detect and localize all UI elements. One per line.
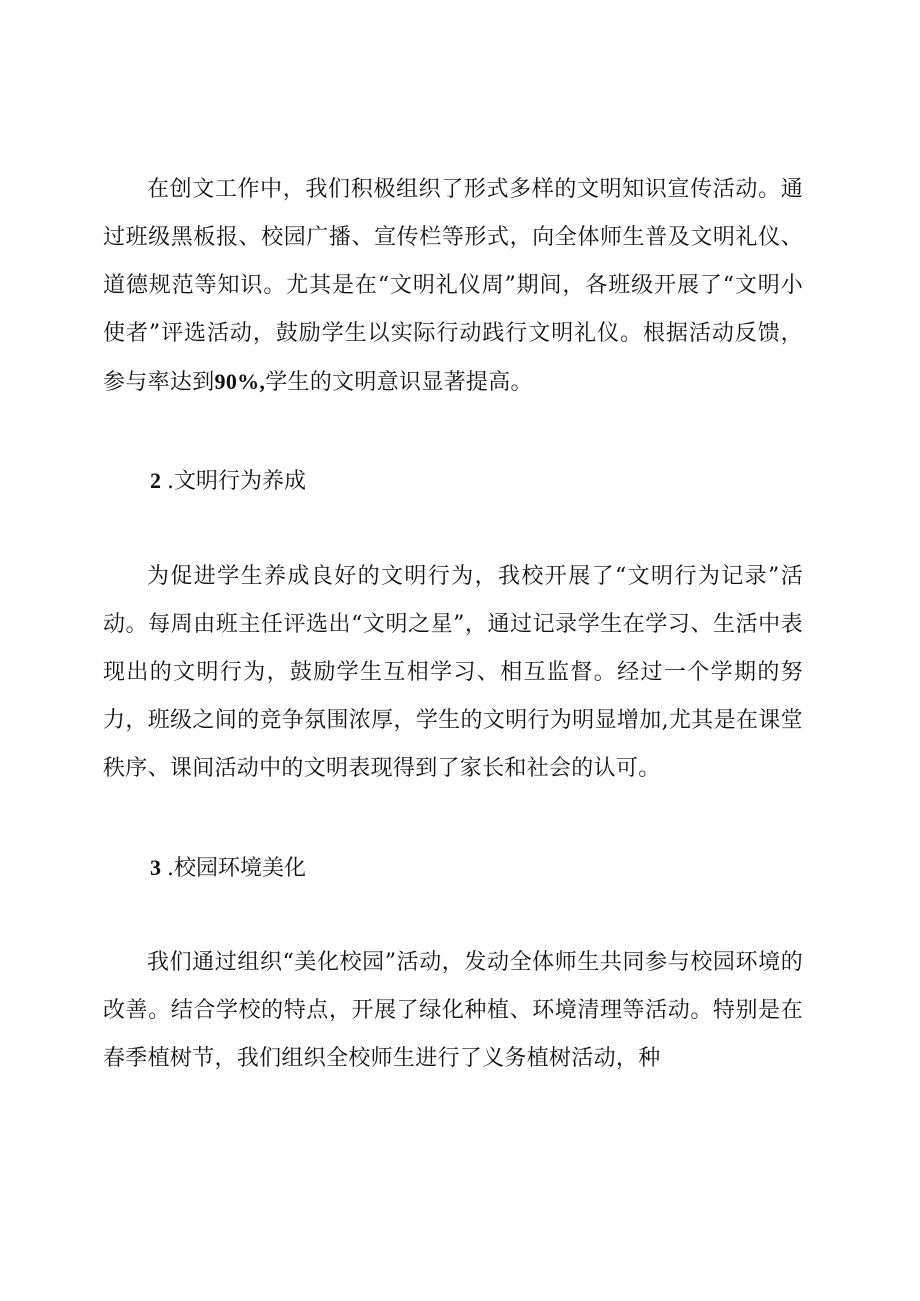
paragraph-publicity-tail: 学生的文明意识显著提高。 [265, 370, 533, 395]
section-title: .校园环境美化 [167, 856, 306, 881]
paragraph-behavior: 为促进学生养成良好的文明行为，我校开展了“文明行为记录”活动。每周由班主任评选出“文明之星”，通过记录学生在学习、生活中表现出的文明行为，鼓励学生互相学习、相互监督。经过一个学期的努力，班级之间的竞争氛围浓厚，学生的文明行为明显增加,尤其是在课堂秩序、课间活动中的文明表现得到了家长和社会的认可。 [103, 564, 803, 781]
section-title: .文明行为养成 [167, 469, 306, 494]
paragraph-environment: 我们通过组织“美化校园”活动，发动全体师生共同参与校园环境的改善。结合学校的特点，开展了绿化种植、环境清理等活动。特别是在春季植树节，我们组织全校师生进行了义务植树活动，种 [103, 950, 803, 1071]
section-number: 2 [150, 468, 161, 493]
paragraph-publicity-text: 在创文工作中，我们积极组织了形式多样的文明知识宣传活动。通过班级黑板报、校园广播、宣传栏等形式，向全体师生普及文明礼仪、道德规范等知识。尤其是在“文明礼仪周”期间，各班级开展了“文明小使者”评选活动，鼓励学生以实际行动践行文明礼仪。根据活动反馈，参与率达到 [103, 177, 803, 395]
section-number: 3 [150, 855, 161, 880]
paragraph-publicity [103, 166, 803, 407]
section-heading-environment [150, 852, 306, 885]
section-heading-behavior [150, 465, 306, 498]
participation-rate: 90%, [214, 369, 266, 394]
